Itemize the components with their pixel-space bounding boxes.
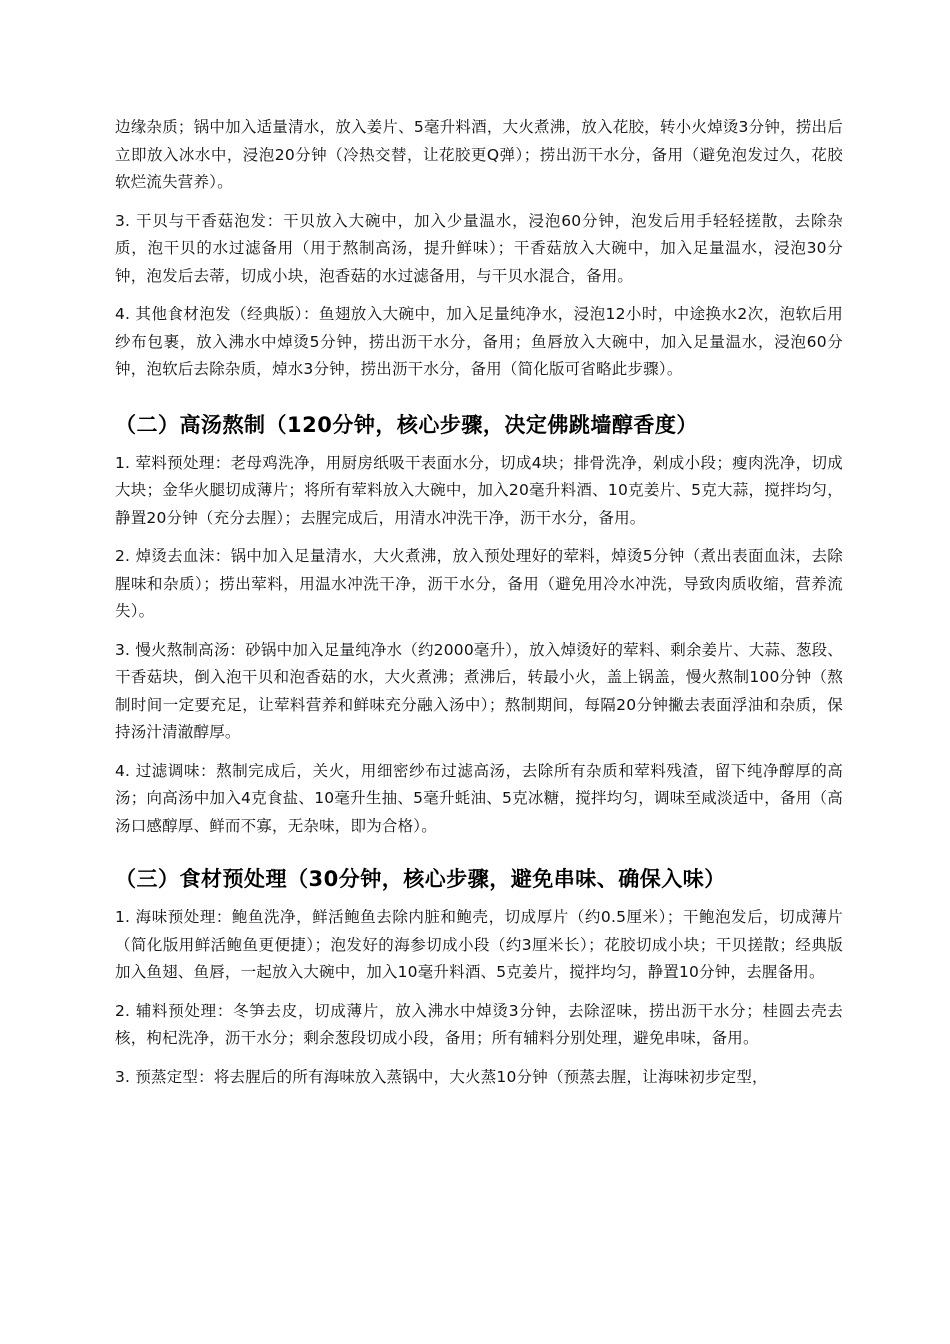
- paragraph-auxiliary-preprocessing: 2. 辅料预处理：冬笋去皮，切成薄片，放入沸水中焯烫3分钟，去除涩味，捞出沥干水分；桂圆去壳去核，枸杞洗净，沥干水分；剩余葱段切成小段，备用；所有辅料分别处理，避免串味，备用。: [115, 1001, 843, 1047]
- paragraph-meat-preprocessing: 1. 荤料预处理：老母鸡洗净，用厨房纸吸干表面水分，切成4块；排骨洗净，剁成小段；瘦肉洗净，切成大块；金华火腿切成薄片；将所有荤料放入大碗中，加入20毫升料酒、10克姜片、5克大蒜，搅拌均匀，静置20分钟（充分去腥）；去腥完成后，用清水冲洗干净，沥干水分，备用。: [115, 453, 843, 527]
- section-heading-preprocessing: （三）食材预处理（30分钟，核心步骤，避免串味、确保入味）: [115, 867, 726, 891]
- paragraph-slow-simmer: 3. 慢火熬制高汤：砂锅中加入足量纯净水（约2000毫升），放入焯烫好的荤料、剩余姜片、大蒜、葱段、干香菇块，倒入泡干贝和泡香菇的水，大火煮沸；煮沸后，转最小火，盖上锅盖，慢火熬制100分钟（熬制时间一定要充足，让荤料营养和鲜味充分融入汤中）；熬制期间，每隔20分钟撇去表面浮油和杂质，保持汤汁清澈醇厚。: [115, 640, 843, 741]
- paragraph-scallop-mushroom-soaking: 3. 干贝与干香菇泡发：干贝放入大碗中，加入少量温水，浸泡60分钟，泡发后用手轻轻搓散，去除杂质，泡干贝的水过滤备用（用于熬制高汤，提升鲜味）；干香菇放入大碗中，加入足量温水，浸泡30分钟，泡发后去蒂，切成小块，泡香菇的水过滤备用，与干贝水混合，备用。: [115, 211, 843, 285]
- paragraph-continued: 边缘杂质；锅中加入适量清水，放入姜片、5毫升料酒，大火煮沸，放入花胶，转小火焯烫3分钟，捞出后立即放入冰水中，浸泡20分钟（冷热交替，让花胶更Q弹）；捞出沥干水分，备用（避免泡发过久，花胶软烂流失营养）。: [115, 118, 843, 191]
- paragraph-seafood-preprocessing: 1. 海味预处理：鲍鱼洗净，鲜活鲍鱼去除内脏和鲍壳，切成厚片（约0.5厘米）；干鲍泡发后，切成薄片（简化版用鲜活鲍鱼更便捷）；泡发好的海参切成小段（约3厘米长）；花胶切成小块；干贝搓散；经典版加入鱼翅、鱼唇，一起放入大碗中，加入10毫升料酒、5克姜片，搅拌均匀，静置10分钟，去腥备用。: [115, 908, 843, 981]
- document-page: [115, 114, 843, 1102]
- paragraph-other-ingredients-soaking: 4. 其他食材泡发（经典版）：鱼翅放入大碗中，加入足量纯净水，浸泡12小时，中途换水2次，泡软后用纱布包裹，放入沸水中焯烫5分钟，捞出沥干水分，备用；鱼唇放入大碗中，加入足量温水，浸泡60分钟，泡软后去除杂质，焯水3分钟，捞出沥干水分，备用（简化版可省略此步骤）。: [115, 305, 843, 378]
- section-heading-stock: （二）高汤熬制（120分钟，核心步骤，决定佛跳墙醇香度）: [115, 412, 698, 437]
- paragraph-pre-steaming: 3. 预蒸定型：将去腥后的所有海味放入蒸锅中，大火蒸10分钟（预蒸去腥，让海味初步定型，: [115, 1067, 768, 1086]
- paragraph-filter-season: 4. 过滤调味：熬制完成后，关火，用细密纱布过滤高汤，去除所有杂质和荤料残渣，留下纯净醇厚的高汤；向高汤中加入4克食盐、10毫升生抽、5毫升蚝油、5克冰糖，搅拌均匀，调味至咸淡适中，备用（高汤口感醇厚、鲜而不寡，无杂味，即为合格）。: [115, 761, 843, 835]
- paragraph-blanching: 2. 焯烫去血沫：锅中加入足量清水，大火煮沸，放入预处理好的荤料，焯烫5分钟（煮出表面血沫，去除腥味和杂质）；捞出荤料，用温水冲洗干净，沥干水分，备用（避免用冷水冲洗，导致肉质收缩，营养流失）。: [115, 547, 843, 620]
